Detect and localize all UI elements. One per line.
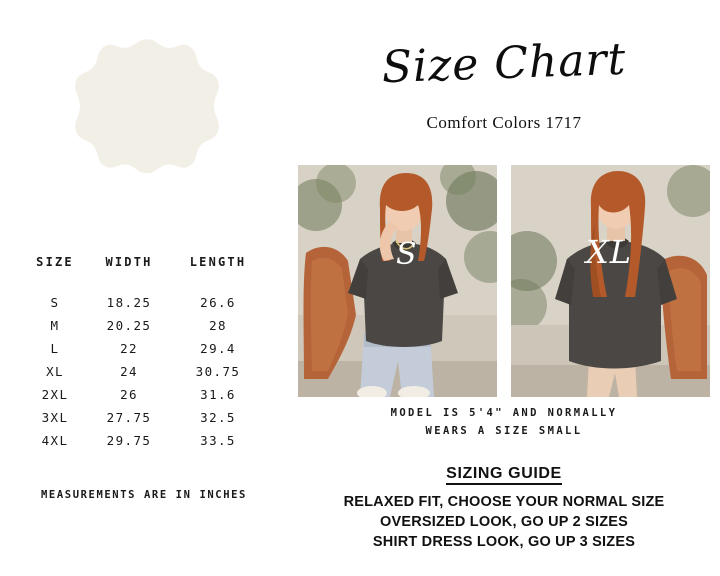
product-subtitle: Comfort Colors 1717 — [426, 113, 582, 132]
sizing-guide-lines — [288, 492, 720, 552]
cell-length: 29.4 — [200, 341, 236, 356]
size-table-block — [0, 255, 288, 452]
cell-length: 30.75 — [195, 364, 241, 379]
cell-size: L — [50, 341, 60, 356]
table-row — [24, 360, 264, 383]
sizing-guide-heading-text: SIZING GUIDE — [446, 465, 562, 485]
cell-width: 26 — [120, 387, 138, 402]
cell-size: 4XL — [41, 433, 69, 448]
cell-width: 29.75 — [106, 433, 152, 448]
table-row — [24, 406, 264, 429]
table-row — [24, 337, 264, 360]
header-width: WIDTH — [105, 255, 153, 269]
cell-width: 18.25 — [106, 295, 152, 310]
cell-width: 20.25 — [106, 318, 152, 333]
size-table — [24, 255, 264, 452]
photo-size-xl — [511, 165, 710, 397]
cell-size: M — [50, 318, 60, 333]
table-row — [24, 291, 264, 314]
photo-size-small — [298, 165, 497, 397]
cell-length: 33.5 — [200, 433, 236, 448]
cell-width: 24 — [120, 364, 138, 379]
header-size: SIZE — [36, 255, 74, 269]
shirt-size-label-xl: XL — [586, 233, 633, 271]
cell-size: XL — [46, 364, 64, 379]
decorative-blob-shape — [72, 28, 222, 178]
sizing-guide-line-1: RELAXED FIT, CHOOSE YOUR NORMAL SIZE — [343, 494, 665, 510]
table-row — [24, 383, 264, 406]
right-column — [288, 0, 720, 576]
sizing-guide-line-2: OVERSIZED LOOK, GO UP 2 SIZES — [379, 514, 629, 530]
table-row — [24, 314, 264, 337]
sizing-guide-line-3: SHIRT DRESS LOOK, GO UP 3 SIZES — [372, 534, 636, 550]
left-column — [0, 0, 288, 576]
page-title: Size Chart — [380, 33, 628, 94]
model-note — [288, 404, 720, 440]
cell-length: 28 — [209, 318, 227, 333]
table-header-row — [24, 255, 264, 291]
shirt-size-label-s: S — [396, 237, 418, 272]
model-note-line-2: WEARS A SIZE SMALL — [425, 425, 583, 437]
table-row — [24, 429, 264, 452]
cell-length: 32.5 — [200, 410, 236, 425]
model-note-line-1: MODEL IS 5'4" AND NORMALLY — [390, 407, 618, 419]
model-photos — [298, 165, 710, 397]
cell-length: 31.6 — [200, 387, 236, 402]
cell-size: 2XL — [41, 387, 69, 402]
header-length: LENGTH — [189, 255, 247, 269]
measurements-note: MEASUREMENTS ARE IN INCHES — [41, 489, 247, 501]
cell-size: S — [50, 295, 60, 310]
cell-width: 22 — [120, 341, 138, 356]
sizing-guide-heading — [288, 465, 720, 483]
cell-size: 3XL — [41, 410, 69, 425]
cell-width: 27.75 — [106, 410, 152, 425]
cell-length: 26.6 — [200, 295, 236, 310]
